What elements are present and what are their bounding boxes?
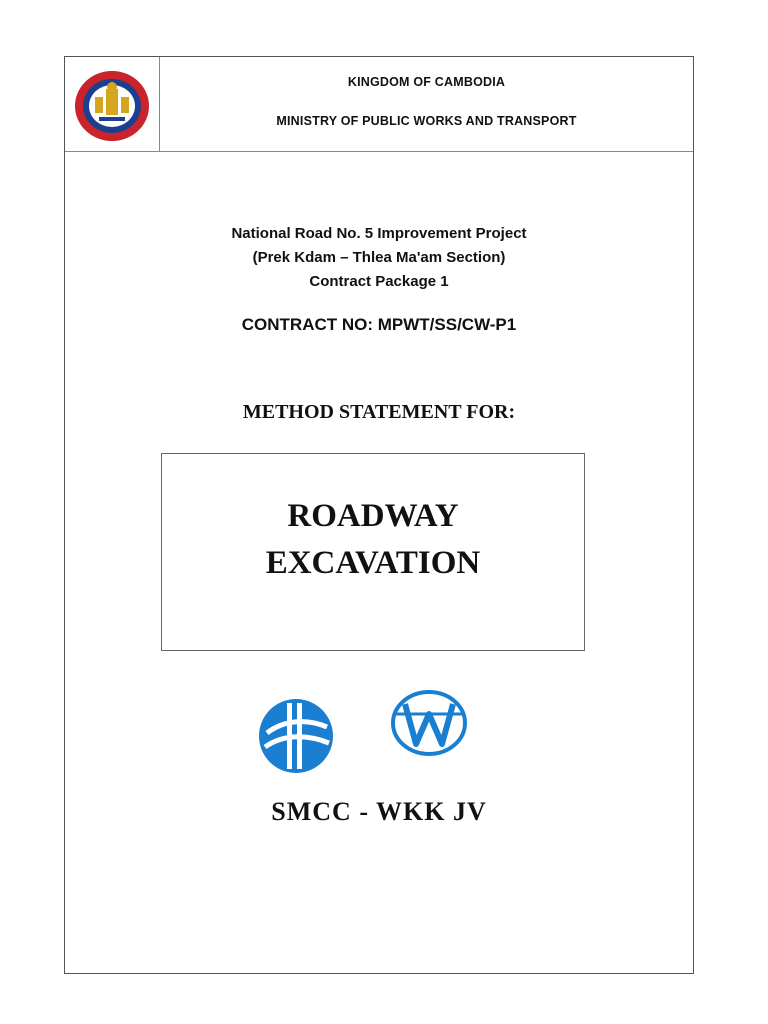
logo-cell (65, 57, 160, 152)
ministry-name: MINISTRY OF PUBLIC WORKS AND TRANSPORT (276, 114, 577, 128)
document-title-line-2: EXCAVATION (265, 545, 481, 581)
document-title-line-1: ROADWAY (287, 498, 459, 534)
company-name: SMCC - WKK JV (271, 797, 487, 826)
wkk-logo-icon (390, 690, 468, 756)
cover-page-frame (64, 56, 694, 974)
contract-number: CONTRACT NO: MPWT/SS/CW-P1 (241, 315, 517, 334)
contract-package: Contract Package 1 (309, 273, 449, 290)
method-statement-heading: METHOD STATEMENT FOR: (242, 401, 516, 423)
document-title-box (161, 453, 585, 651)
smcc-logo-icon (257, 697, 335, 775)
ministry-seal-icon (73, 69, 151, 143)
header-band (65, 57, 693, 152)
project-name: National Road No. 5 Improvement Project (231, 225, 527, 242)
project-section: (Prek Kdam – Thlea Ma'am Section) (252, 249, 506, 266)
country-name: KINGDOM OF CAMBODIA (347, 75, 506, 89)
project-title-block (65, 222, 693, 294)
